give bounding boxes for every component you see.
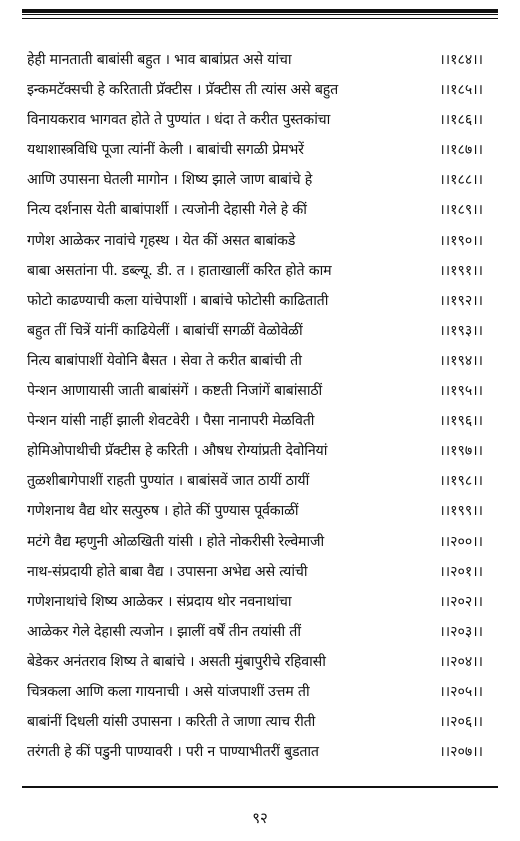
bottom-rule [22, 786, 498, 788]
verse-line [27, 321, 483, 351]
verse-text: हेही मानताती बाबांसी बहुत । भाव बाबांप्रत असे यांचा [27, 52, 292, 68]
verse-text: आळेकर गेले देहासी त्यजोन । झालीं वर्षें तीन तयांसी तीं [27, 623, 301, 640]
verse-text: चित्रकला आणि कला गायनाची । असे यांजपाशीं उत्तम ती [27, 683, 310, 700]
verse-line [27, 652, 483, 682]
verse-number: ।।२०६।। [439, 714, 483, 731]
verse-text: तुळशीबागेपाशीं राहती पुण्यांत । बाबांसवें जात ठायीं ठायीं [27, 473, 310, 490]
verse-number: ।।२०४।। [439, 653, 483, 670]
verse-text: मटंगे वैद्य म्हणुनी ओळखिती यांसी । होते नोकरीसी रेल्वेमाजी [27, 533, 324, 550]
verse-text: फोटो काढण्याची कला यांचेपाशीं । बाबांचे फोटोसी काढिताती [27, 292, 329, 309]
verse-line [27, 411, 483, 441]
verse-line [27, 381, 483, 411]
verse-number: ।।१८४।। [439, 52, 483, 68]
verse-line [27, 712, 483, 742]
verse-line [27, 50, 483, 80]
verse-text: नाथ-संप्रदायी होते बाबा वैद्य । उपासना अभेद्य असे त्यांची [27, 563, 308, 580]
top-rule-thin [22, 18, 498, 19]
verse-text: नित्य दर्शनास येती बाबांपार्शी । त्यजोनी देहासी गेले हे कीं [27, 202, 307, 219]
verse-number: ।।१९४।। [439, 352, 483, 369]
verse-number: ।।२००।। [439, 533, 483, 550]
verse-text: होमिओपाथीची प्रॅक्टीस हे करिती । औषध रोग्यांप्रती देवोनियां [27, 443, 328, 460]
verse-number: ।।१८७।। [439, 142, 483, 159]
verse-number: ।।१९१।। [439, 262, 483, 279]
verse-text: पेन्शन आणायासी जाती बाबांसंगें । कष्टती निजांगें बाबांसाठीं [27, 383, 323, 400]
verse-line [27, 622, 483, 652]
verse-number: ।।१९०।। [439, 232, 483, 249]
verse-line [27, 200, 483, 230]
verse-line [27, 231, 483, 261]
verse-text: बेडेकर अनंतराव शिष्य ते बाबांचे । असती मुंबापुरीचे रहिवासी [27, 653, 326, 670]
top-rule [22, 9, 498, 15]
verse-line [27, 592, 483, 622]
verse-number: ।।१९३।। [439, 322, 483, 339]
verse-line [27, 441, 483, 471]
verse-line [27, 532, 483, 562]
verse-text: गणेश आळेकर नावांचे गृहस्थ । येत कीं असत बाबांकडे [27, 232, 296, 249]
verse-text: पेन्शन यांसी नाहीं झाली शेवटवेरी । पैसा नानापरी मेळविती [27, 413, 315, 430]
verse-number: ।।१८६।। [439, 112, 483, 129]
verse-line [27, 140, 483, 170]
verse-text: तरंगती हे कीं पडुनी पाण्यावरी । परी न पाण्याभीतरीं बुडतात [27, 744, 319, 761]
verse-line [27, 562, 483, 592]
verse-number: ।।२०१।। [439, 563, 483, 580]
verse-text: गणेशनाथ वैद्य थोर सत्पुरुष । होते कीं पुण्यास पूर्वकाळीं [27, 503, 299, 520]
verse-line [27, 291, 483, 321]
verse-number: ।।१८९।। [439, 202, 483, 219]
verse-line [27, 80, 483, 110]
verse-number: ।।१९६।। [439, 413, 483, 430]
verse-line [27, 351, 483, 381]
verse-number: ।।१९२।। [439, 292, 483, 309]
verse-list [27, 50, 483, 772]
verse-text: विनायकराव भागवत होते ते पुण्यांत । धंदा ते करीत पुस्तकांचा [27, 112, 331, 129]
verse-text: बाबा असतांना पी. डब्ल्यू. डी. त । हाताखालीं करित होते काम [27, 262, 332, 279]
verse-line [27, 682, 483, 712]
verse-number: ।।१९८।। [439, 473, 483, 490]
verse-number: ।।१८८।। [439, 172, 483, 189]
verse-line [27, 501, 483, 531]
verse-line [27, 742, 483, 772]
verse-number: ।।२०२।। [439, 593, 483, 610]
verse-number: ।।१९५।। [439, 383, 483, 400]
verse-line [27, 261, 483, 291]
verse-line [27, 110, 483, 140]
verse-text: नित्य बाबांपाशीं येवोनि बैसत । सेवा ते करीत बाबांची ती [27, 352, 302, 369]
verse-line [27, 471, 483, 501]
verse-text: यथाशास्त्रविधि पूजा त्यांनीं केली । बाबांची सगळी प्रेमभरें [27, 142, 304, 159]
verse-line [27, 170, 483, 200]
verse-text: इन्कमटॅक्सची हे करिताती प्रॅक्टीस । प्रॅक्टीस ती त्यांस असे बहुत [27, 82, 338, 99]
verse-number: ।।१९७।। [439, 443, 483, 460]
verse-text: बाबांनीं दिधली यांसी उपासना । करिती ते जाणा त्याच रीती [27, 714, 316, 731]
verse-text: बहुत तीं चित्रें यांनीं काढियेलीं । बाबांचीं सगळीं वेळोवेळीं [27, 322, 303, 339]
verse-text: गणेशनाथांचे शिष्य आळेकर । संप्रदाय थोर नवनाथांचा [27, 593, 292, 610]
page-number: ९२ [252, 809, 268, 827]
verse-number: ।।१८५।। [439, 82, 483, 99]
verse-text: आणि उपासना घेतली मागोन । शिष्य झाले जाण बाबांचे हे [27, 172, 313, 189]
verse-number: ।।२०७।। [439, 744, 483, 761]
verse-number: ।।२०३।। [439, 623, 483, 640]
verse-number: ।।२०५।। [439, 683, 483, 700]
verse-number: ।।१९९।। [439, 503, 483, 520]
